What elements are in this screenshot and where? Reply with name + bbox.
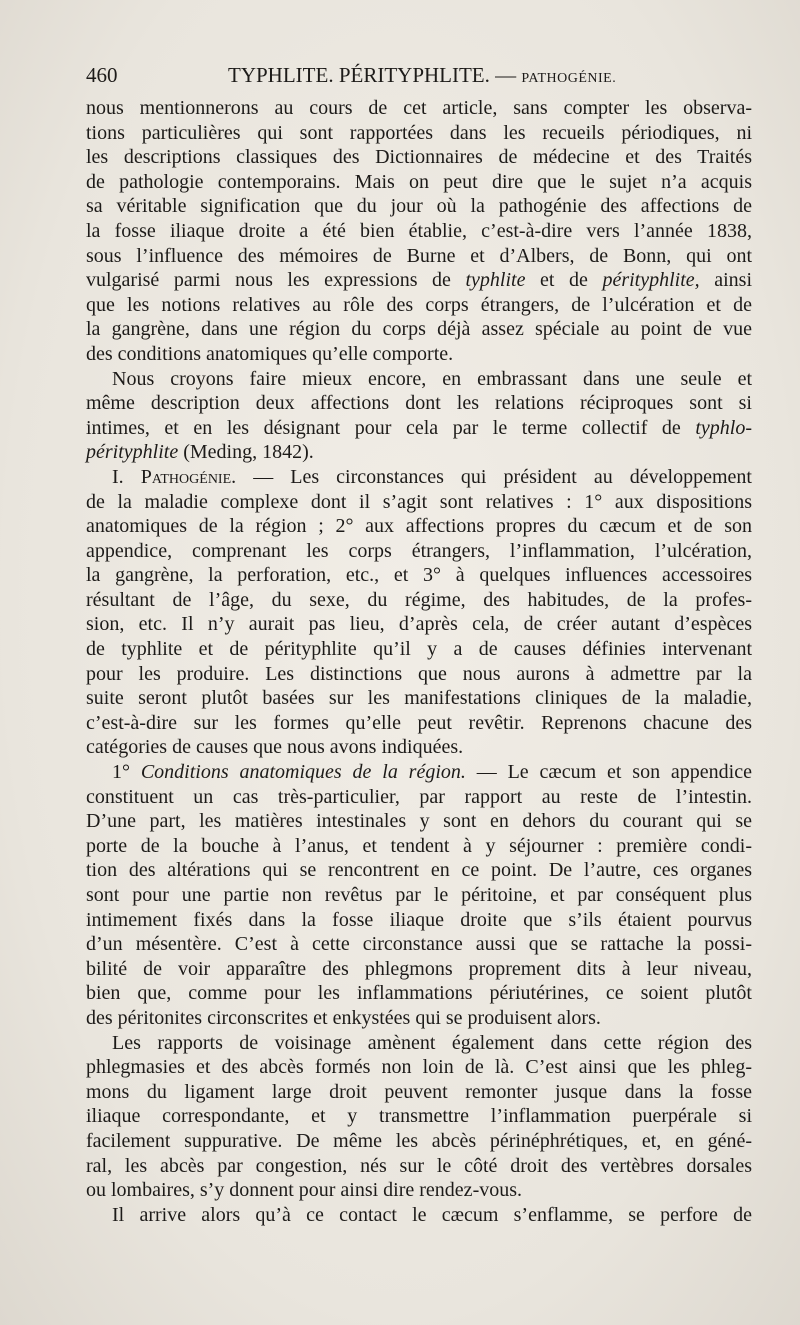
running-title-main: TYPHLITE. PÉRITYPHLITE. — bbox=[228, 63, 517, 87]
text-line: bilité de voir apparaître des phlegmons proprement dits à leur niveau, bbox=[86, 957, 752, 980]
text-line: même description deux affections dont les relations réciproques sont si bbox=[86, 392, 752, 415]
text-line: mons du ligament large droit peuvent remonter jusque dans la fosse bbox=[86, 1080, 752, 1103]
text-run: (Meding, 1842). bbox=[178, 441, 314, 464]
text-run: intimes, et en les désignant pour cela par le terme collectif de bbox=[86, 416, 696, 439]
text-line: suite seront plutôt basées sur les manifestations cliniques de la maladie, bbox=[86, 687, 752, 710]
text-line: facilement suppurative. De même les abcès périnéphrétiques, et, en géné- bbox=[86, 1129, 752, 1152]
text-line: sont pour une partie non revêtus par le péritoine, et par conséquent plus bbox=[86, 884, 752, 906]
text-line: résultant de l’âge, du sexe, du régime, des habitudes, de la profes- bbox=[86, 588, 752, 611]
text-line: anatomiques de la région ; 2° aux affections propres du cæcum et de son bbox=[86, 515, 752, 538]
section-heading: Pathogénie. bbox=[140, 465, 237, 488]
text-line: d’un mésentère. C’est à cette circonstance aussi que se rattache la possi- bbox=[86, 933, 752, 956]
text-line: iliaque correspondante, et y transmettre l’inflammation puerpérale si bbox=[86, 1105, 752, 1128]
text-line: pour les produire. Les distinctions que nous aurons à admettre par la bbox=[86, 662, 752, 685]
text-line: constituent un cas très-particulier, par rapport au reste de l’intestin. bbox=[86, 785, 752, 808]
text-run: et de bbox=[525, 269, 603, 292]
text-line: sa véritable signification que du jour où la pathogénie des affections de bbox=[86, 195, 752, 218]
text-line: de typhlite et de pérityphlite qu’il y a de causes définies intervenant bbox=[86, 638, 752, 661]
running-title-section: PATHOGÉNIE. bbox=[521, 71, 617, 86]
text-line: tions particulières qui sont rapportées dans les recueils périodiques, ni bbox=[86, 121, 752, 144]
section-number: I. bbox=[112, 465, 141, 488]
italic-term: pérityphlite bbox=[86, 441, 179, 464]
text-line: les descriptions classiques des Dictionnaires de médecine et des Traités bbox=[86, 146, 752, 169]
text-line: de pathologie contemporains. Mais on peut dire que le sujet n’a acquis bbox=[86, 170, 752, 193]
text-line: intimement fixés dans la fosse iliaque droite que s’ils étaient pourvus bbox=[86, 908, 752, 931]
text-run: — Les circonstances qui président au développement bbox=[236, 465, 752, 488]
text-line: bien que, comme pour les inflammations périutérines, ce soient plutôt bbox=[86, 982, 752, 1005]
text-run: vulgarisé parmi nous les expressions de bbox=[86, 269, 466, 292]
text-run: ainsi bbox=[699, 269, 752, 292]
text-line: phlegmasies et des abcès formés non loin de là. C’est ainsi que les phleg- bbox=[86, 1056, 752, 1079]
text-line: Il arrive alors qu’à ce contact le cæcum s’enflamme, se perfore de bbox=[112, 1203, 752, 1226]
text-line: la gangrène, la perforation, etc., et 3° à quelques influences accessoires bbox=[86, 564, 752, 587]
text-line bbox=[86, 416, 752, 441]
subsection-heading-line bbox=[86, 760, 752, 785]
italic-term: pérityphlite, bbox=[602, 269, 700, 292]
subsection-number: 1° bbox=[112, 761, 141, 784]
text-line: D’une part, les matières intestinales y sont en dehors du courant qui se bbox=[86, 810, 752, 833]
text-line: porte de la bouche à l’anus, et tendent à y séjourner : première condi- bbox=[86, 834, 752, 857]
italic-term: typhlite bbox=[465, 269, 526, 292]
text-line: sion, etc. Il n’y aurait pas lieu, d’après cela, de créer autant d’espèces bbox=[86, 613, 752, 636]
text-line: sous l’influence des mémoires de Burne et d’Albers, de Bonn, qui ont bbox=[86, 244, 752, 267]
subsection-heading: Conditions anatomiques de la région. bbox=[140, 761, 466, 784]
text-line: Les rapports de voisinage amènent également dans cette région des bbox=[112, 1031, 752, 1054]
running-header bbox=[86, 58, 754, 92]
text-line: nous mentionnerons au cours de cet article, sans compter les observa- bbox=[86, 97, 752, 119]
text-line: de la maladie complexe dont il s’agit sont relatives : 1° aux dispositions bbox=[86, 490, 752, 513]
text-line: Nous croyons faire mieux encore, en embrassant dans une seule et bbox=[112, 367, 752, 390]
text-line: la fosse iliaque droite a été bien établie, c’est-à-dire vers l’année 1838, bbox=[86, 219, 752, 242]
text-line: la gangrène, dans une région du corps déjà assez spéciale au point de vue bbox=[86, 318, 752, 341]
text-line bbox=[86, 268, 752, 293]
text-line: catégories de causes que nous avons indiquées. bbox=[86, 736, 464, 759]
text-line: ral, les abcès par congestion, nés sur le côté droit des vertèbres dorsales bbox=[86, 1154, 752, 1177]
text-line: des conditions anatomiques qu’elle comporte. bbox=[86, 342, 454, 365]
running-title bbox=[228, 58, 616, 96]
text-line: ou lombaires, s’y donnent pour ainsi dire rendez-vous. bbox=[86, 1179, 523, 1202]
text-run: — Le cæcum et son appendice bbox=[465, 761, 752, 784]
page-number: 460 bbox=[86, 63, 118, 87]
text-line: appendice, comprenant les corps étrangers, l’inflammation, l’ulcération, bbox=[86, 539, 752, 562]
text-line: tion des altérations qui se rencontrent en ce point. De l’autre, ces organes bbox=[86, 859, 752, 882]
text-line: c’est-à-dire sur les formes qu’elle peut revêtir. Reprenons chacune des bbox=[86, 711, 752, 734]
body-text bbox=[86, 96, 752, 1227]
text-line: que les notions relatives au rôle des corps étrangers, de l’ulcération et de bbox=[86, 293, 752, 316]
text-line: des péritonites circonscrites et enkystées qui se produisent alors. bbox=[86, 1006, 601, 1029]
section-heading-line bbox=[86, 465, 752, 490]
italic-term: typhlo- bbox=[695, 416, 752, 439]
text-line bbox=[86, 440, 752, 465]
